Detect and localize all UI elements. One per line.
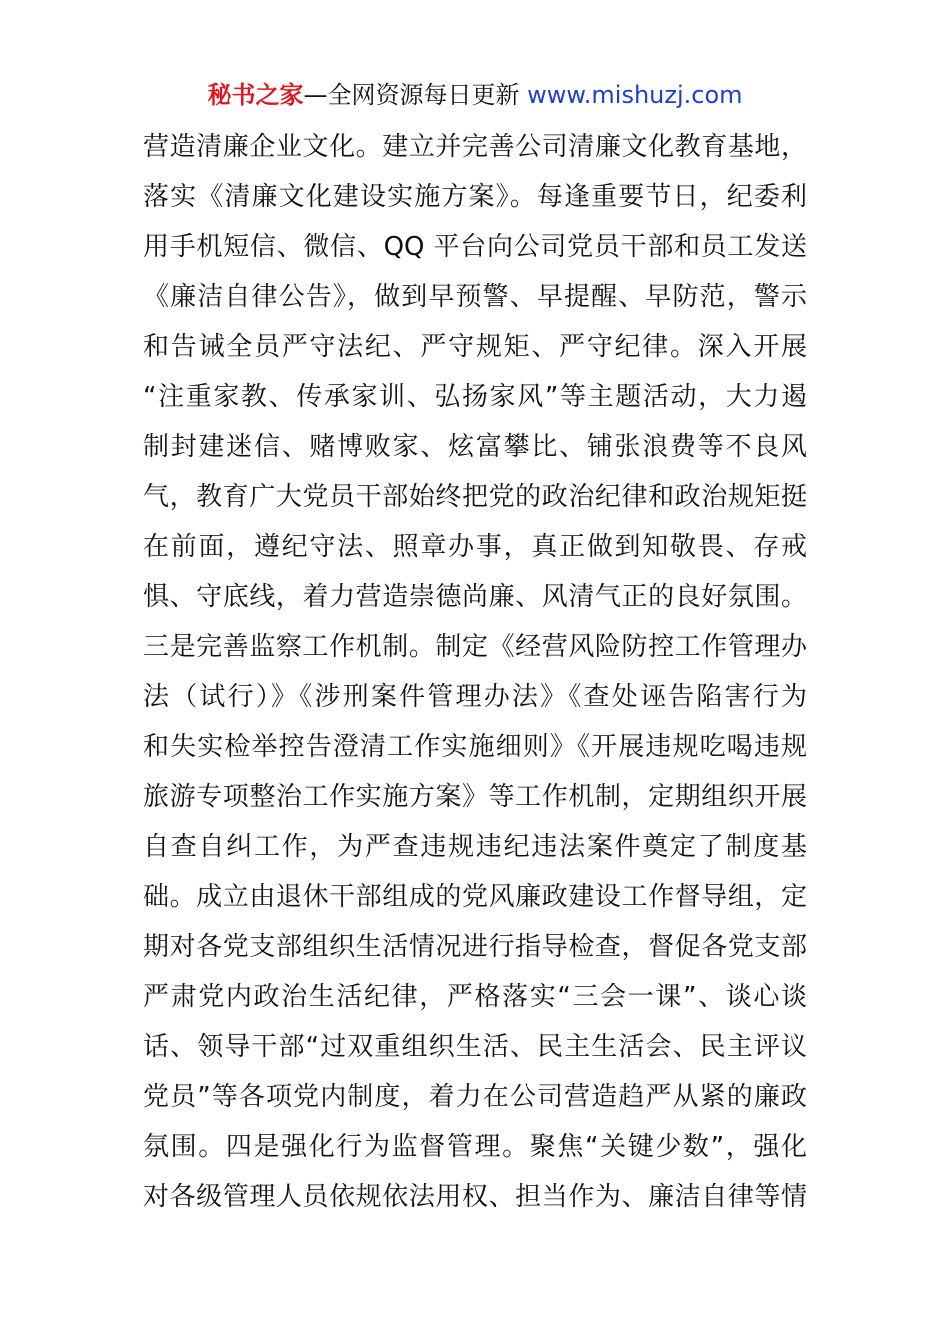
text-line: 严肃党内政治生活纪律，严格落实“三会一课”、谈心谈 [143, 982, 807, 1012]
text-line: 用手机短信、微信、QQ 平台向公司党员干部和员工发送 [143, 232, 807, 262]
document-body [143, 122, 807, 1222]
text-line: 法（试行）》《涉刑案件管理办法》《查处诬告陷害行为 [143, 682, 807, 712]
brand-name: 秘书之家 [207, 81, 304, 109]
text-line: 对各级管理人员依规依法用权、担当作为、廉洁自律等情 [143, 1182, 807, 1212]
text-line: 话、领导干部“过双重组织生活、民主生活会、民主评议 [143, 1032, 807, 1062]
text-line: 氛围。四是强化行为监督管理。聚焦“关键少数”，强化 [143, 1132, 807, 1162]
text-line: 《廉洁自律公告》，做到早预警、早提醒、早防范，警示 [143, 282, 807, 312]
text-line: 惧、守底线，着力营造崇德尚廉、风清气正的良好氛围。 [143, 582, 807, 612]
text-line: 气，教育广大党员干部始终把党的政治纪律和政治规矩挺 [143, 482, 807, 512]
text-line: 三是完善监察工作机制。制定《经营风险防控工作管理办 [143, 632, 807, 662]
text-line: 自查自纠工作，为严查违规违纪违法案件奠定了制度基 [143, 832, 807, 862]
text-line: “注重家教、传承家训、弘扬家风”等主题活动，大力遏 [143, 382, 807, 412]
text-line: 础。成立由退休干部组成的党风廉政建设工作督导组，定 [143, 882, 807, 912]
text-line: 营造清廉企业文化。建立并完善公司清廉文化教育基地， [143, 132, 807, 162]
watermark-header [0, 78, 950, 112]
text-line: 党员”等各项党内制度，着力在公司营造趋严从紧的廉政 [143, 1082, 807, 1112]
text-line: 落实《清廉文化建设实施方案》。每逢重要节日，纪委利 [143, 182, 807, 212]
site-url[interactable]: www.mishuzj.com [527, 81, 743, 109]
text-line: 旅游专项整治工作实施方案》等工作机制，定期组织开展 [143, 782, 807, 812]
text-line: 期对各党支部组织生活情况进行指导检查，督促各党支部 [143, 932, 807, 962]
text-line: 和告诫全员严守法纪、严守规矩、严守纪律。深入开展 [143, 332, 807, 362]
text-line: 和失实检举控告澄清工作实施细则》《开展违规吃喝违规 [143, 732, 807, 762]
text-line: 在前面，遵纪守法、照章办事，真正做到知敬畏、存戒 [143, 532, 807, 562]
text-line: 制封建迷信、赌博败家、炫富攀比、铺张浪费等不良风 [143, 432, 807, 462]
header-tagline: —全网资源每日更新 [303, 81, 520, 109]
